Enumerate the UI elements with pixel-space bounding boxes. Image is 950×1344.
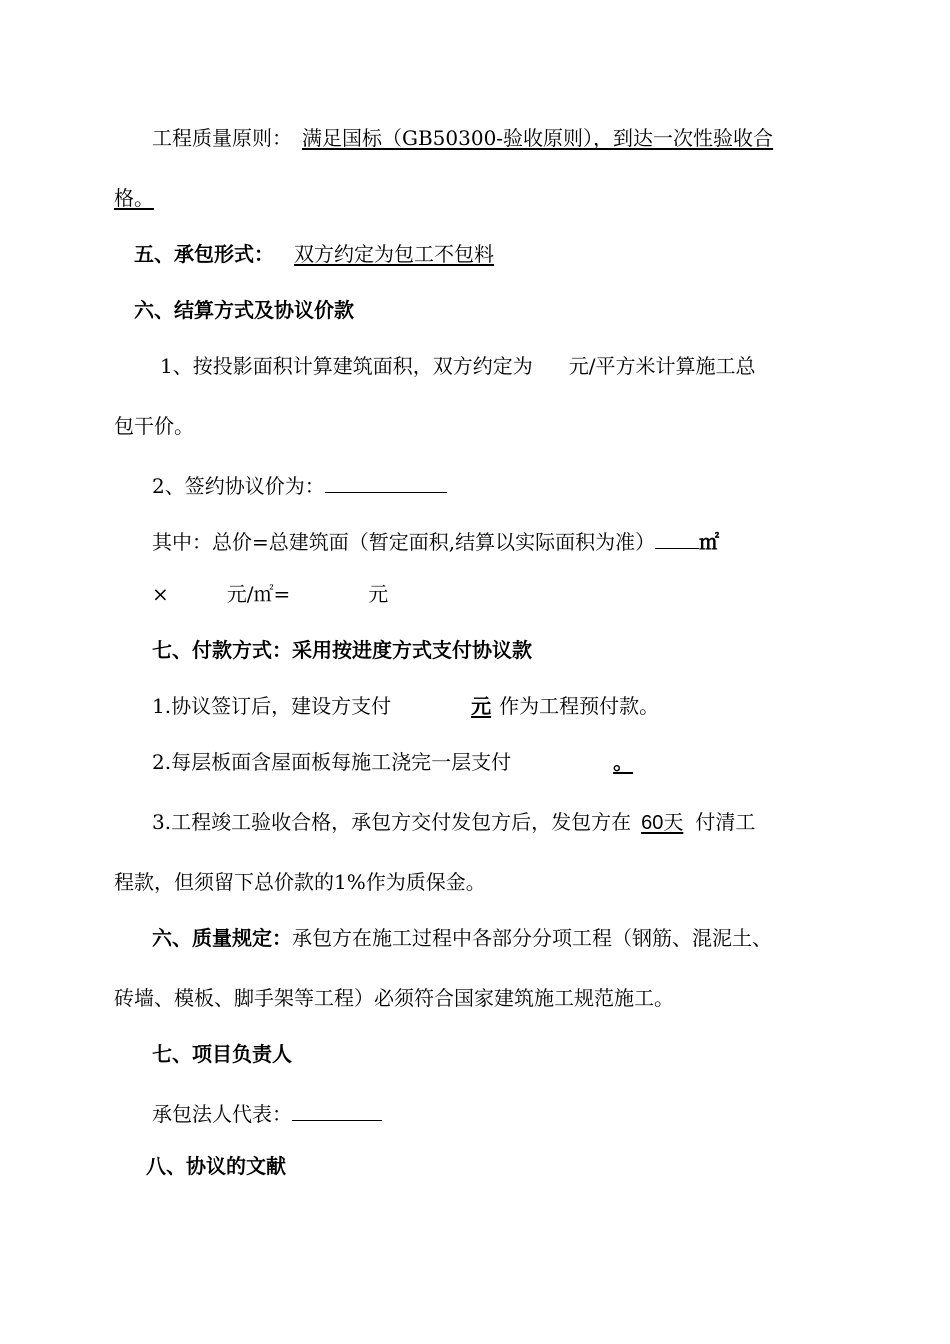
rate-unit: 元/㎡= [226,582,291,606]
section5-value: 双方约定为包工不包料 [294,242,494,266]
rep-name-blank [292,1098,382,1121]
section6-item1: 1、按投影面积计算建筑面积，双方约定为 元/平方米计算施工总 [160,354,756,378]
section6-formula-line2 [152,582,388,606]
section6-item1-line2: 包干价。 [114,414,194,438]
contract-price-blank [325,470,447,493]
quality-principle-line1 [152,126,773,150]
section7-item3: 3.工程竣工验收合格，承包方交付发包方后，发包方在 60天 付清工 [152,810,756,834]
section6-heading: 六、结算方式及协议价款 [134,298,354,322]
area-unit: ㎡ [699,530,720,554]
section5-line [134,242,528,266]
advance-payment-amount: 元 [471,694,492,718]
quality-rule-line2: 砖墙、模板、脚手架等工程）必须符合国家建筑施工规范施工。 [114,986,674,1010]
project-lead-heading: 七、项目负责人 [152,1042,292,1066]
payment-days: 60天 [641,812,684,834]
times-sign: × [152,582,169,606]
quality-principle-line2: 格。 [114,186,154,210]
project-lead-rep: 承包法人代表： [152,1098,382,1126]
quality-rule-heading: 六、质量规定： [152,926,292,950]
section6-formula-line1: 其中：总价=总建筑面（暂定面积,结算以实际面积为准） ㎡ [152,526,719,554]
area-blank [655,526,699,549]
section7-item3-line2: 程款，但须留下总价款的1%作为质保金。 [114,870,486,894]
section7-heading: 七、付款方式：采用按进度方式支付协议款 [152,638,532,662]
section7-item1: 1.协议签订后，建设方支付 元 作为工程预付款。 [152,694,660,718]
per-floor-payment-blank: 。 [613,750,634,774]
section5-heading: 五、承包形式： [134,242,274,266]
section7-item2: 2.每层板面含屋面板每施工浇完一层支付 。 [152,750,637,774]
quality-principle-label: 工程质量原则： [152,126,292,150]
section8-heading: 八、协议的文献 [146,1154,286,1178]
total-unit: 元 [368,582,389,606]
quality-principle-value: 满足国标（GB50300-验收原则），到达一次性验收合 [302,126,774,150]
section6-item2: 2、签约协议价为： [152,470,447,498]
quality-rule-line1: 六、质量规定：承包方在施工过程中各部分分项工程（钢筋、混泥土、 [152,926,772,950]
